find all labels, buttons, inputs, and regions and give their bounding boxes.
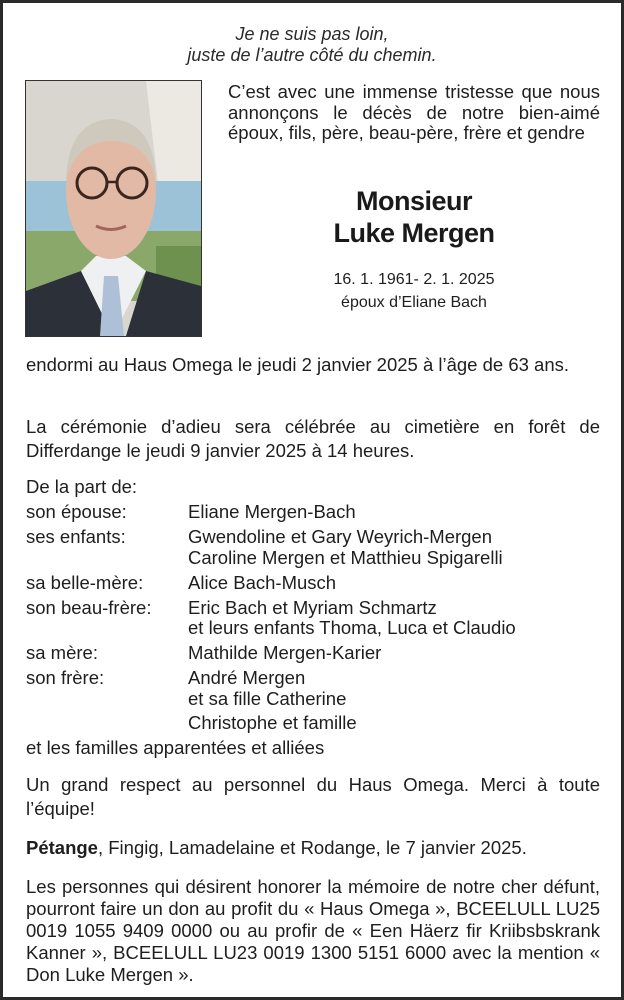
families-line: et les familles apparentées et alliées xyxy=(26,737,325,758)
portrait-photo xyxy=(25,80,202,337)
from-label: De la part de: xyxy=(26,476,138,497)
epigraph-quote xyxy=(0,24,624,66)
life-dates-block xyxy=(228,268,600,314)
relative-name: Alice Bach-Musch xyxy=(188,571,337,593)
name-title: Monsieur xyxy=(355,186,472,216)
donation-text: Les personnes qui désirent honorer la mémoire de notre cher défunt, pourront faire un don au profit du « Haus Omega », BCEELULL LU25 0019 1055 9409 0000 ou au profir de « Een Häerz fir Kriibsbskrank Kanner », BCEELULL LU23 0019 1300 5151 6000 avec la mention « Don Luke Mergen ». xyxy=(26,876,600,985)
announcement-intro: C’est avec une immense tristesse que nous annonçons le décès de notre bien-aimé époux, fils, père, beau-père, frère et gendre xyxy=(228,81,600,143)
relative-name: Eric Bach et Myriam Schmartz xyxy=(188,596,437,618)
relative-role: son frère: xyxy=(26,667,105,688)
place-rest: , Fingig, Lamadelaine et Rodange, le 7 janvier 2025. xyxy=(97,837,527,858)
relative-name: Gwendoline et Gary Weyrich-Mergen xyxy=(188,526,493,547)
deceased-name xyxy=(228,185,600,249)
relative-role: son épouse: xyxy=(26,501,127,522)
relative-name: Eliane Mergen-Bach xyxy=(188,501,356,522)
relatives-list xyxy=(26,477,600,759)
relative-row xyxy=(26,573,600,594)
quote-line-2: juste de l’autre côté du chemin. xyxy=(187,45,437,65)
relative-name: et sa fille Catherine xyxy=(188,687,347,709)
spouse-line: époux d’Eliane Bach xyxy=(341,294,487,311)
relative-row xyxy=(26,527,600,568)
place-date xyxy=(26,836,600,860)
relative-name: Christophe et famille xyxy=(188,712,357,733)
quote-line-1: Je ne suis pas loin, xyxy=(235,24,389,44)
relative-name: et leurs enfants Thoma, Luca et Claudio xyxy=(188,617,516,638)
relative-row xyxy=(26,643,600,664)
name-full: Luke Mergen xyxy=(333,218,495,248)
place-city: Pétange xyxy=(26,837,98,858)
relative-row xyxy=(26,668,600,734)
relative-name: André Mergen xyxy=(188,667,306,688)
relative-name: Mathilde Mergen-Karier xyxy=(188,642,382,663)
death-info: endormi au Haus Omega le jeudi 2 janvier 2025 à l’âge de 63 ans. xyxy=(26,354,570,375)
relative-role: son beau-frère: xyxy=(26,596,152,618)
life-dates: 16. 1. 1961- 2. 1. 2025 xyxy=(333,271,495,288)
ceremony-info: La cérémonie d’adieu sera célébrée au cimetière en forêt de Differdange le jeudi 9 janvier 2025 à 14 heures. xyxy=(26,416,600,461)
relative-role: ses enfants: xyxy=(26,526,126,547)
relative-name: Caroline Mergen et Matthieu Spigarelli xyxy=(188,546,503,568)
relative-role: sa belle-mère: xyxy=(26,571,144,593)
relative-role: sa mère: xyxy=(26,642,98,663)
relative-row xyxy=(26,598,600,639)
thanks-text: Un grand respect au personnel du Haus Omega. Merci à toute l’équipe! xyxy=(26,774,600,819)
relative-row xyxy=(26,502,600,523)
